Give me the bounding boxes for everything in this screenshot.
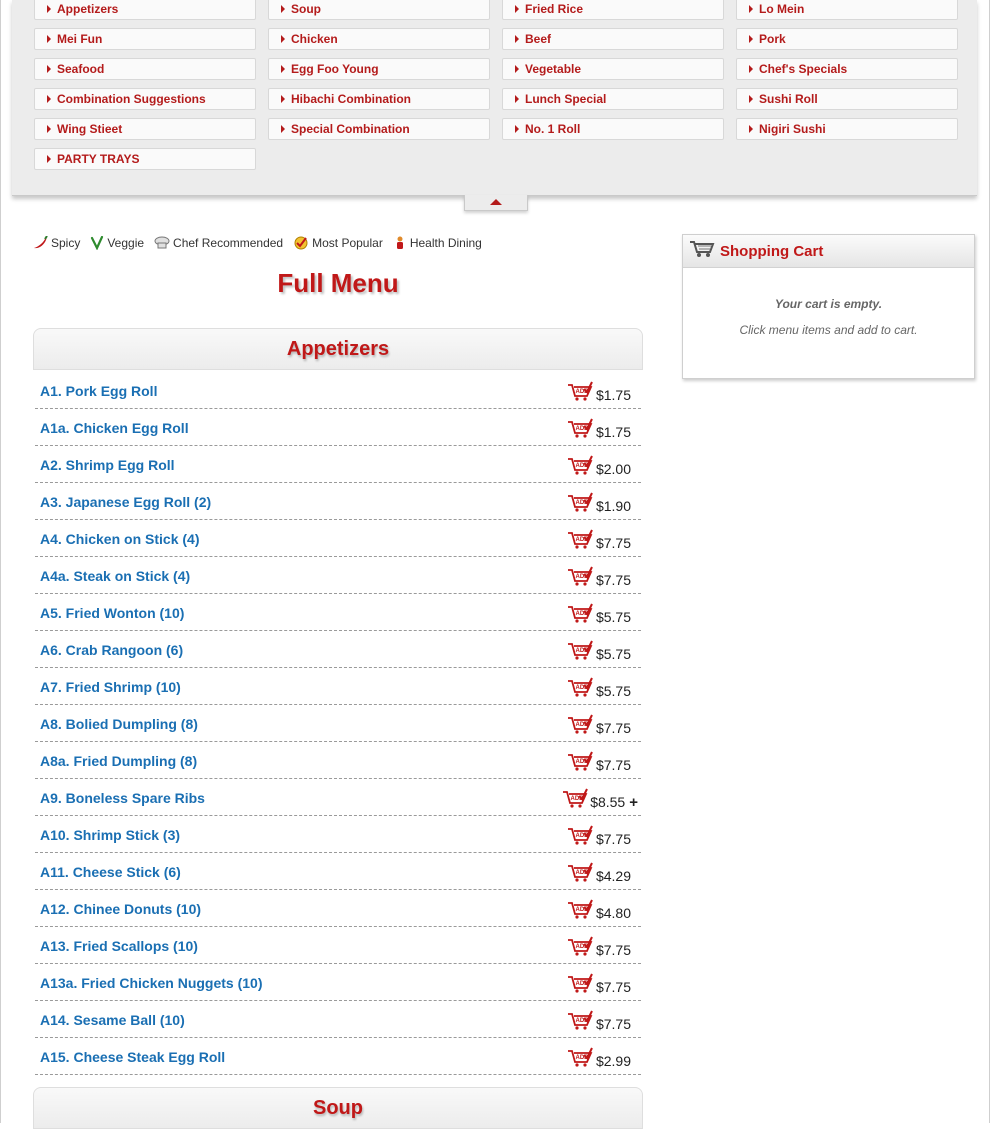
shopping-cart [682,234,975,379]
category-label: Lunch Special [525,92,607,106]
caret-right-icon [47,5,51,13]
svg-text:ADD: ADD [575,833,589,839]
add-to-cart-icon[interactable] [567,936,593,961]
svg-text:ADD: ADD [575,981,589,987]
menu-item-name[interactable]: A10. Shrimp Stick (3) [40,827,181,843]
shopping-cart-icon [689,240,715,263]
svg-text:ADD: ADD [570,796,584,802]
svg-text:ADD: ADD [575,389,589,395]
menu-item-row[interactable] [35,927,641,964]
price-value: $7.75 [595,535,631,551]
menu-item-row[interactable] [35,779,641,816]
price-value: $2.99 [595,1053,631,1069]
caret-right-icon [281,35,285,43]
svg-text:ADD: ADD [575,722,589,728]
cart-title: Shopping Cart [720,242,824,260]
menu-item-name[interactable]: A3. Japanese Egg Roll (2) [40,494,212,510]
category-label: PARTY TRAYS [57,152,140,166]
price-value: $5.75 [595,683,631,699]
menu-item-price [590,794,638,811]
menu-item-name[interactable]: A1a. Chicken Egg Roll [40,420,189,436]
category-link[interactable] [268,118,490,140]
category-link[interactable] [736,0,958,20]
caret-right-icon [47,125,51,133]
price-value: $7.75 [595,757,631,773]
menu-item-name[interactable]: A4. Chicken on Stick (4) [40,531,200,547]
caret-right-icon [281,5,285,13]
caret-right-icon [47,155,51,163]
category-label: Wing Stieet [57,122,123,136]
caret-right-icon [281,95,285,103]
category-label: Nigiri Sushi [759,122,826,136]
add-to-cart-icon[interactable] [567,529,593,554]
veggie-leaf-icon [90,236,104,250]
caret-right-icon [749,95,753,103]
menu-item-row[interactable] [35,668,641,705]
svg-text:ADD: ADD [575,944,589,950]
price-value: $7.75 [595,942,631,958]
category-label: Beef [525,32,552,46]
menu-item-row[interactable] [35,594,641,631]
category-label: Appetizers [57,2,119,16]
category-label: Special Combination [291,122,410,136]
menu-item-price [596,1016,631,1032]
menu-item-name[interactable]: A4a. Steak on Stick (4) [40,568,191,584]
price-value: $4.80 [595,905,631,921]
menu-item-row[interactable] [35,1001,641,1038]
menu-item-price [596,1053,631,1069]
chevron-up-icon [490,199,502,205]
legend-spicy [32,236,80,250]
menu-item-name[interactable]: A7. Fried Shrimp (10) [40,679,181,695]
legend-veggie [90,236,144,250]
category-label: Soup [291,2,321,16]
add-to-cart-icon[interactable] [567,714,593,739]
menu-item-row[interactable] [35,372,641,409]
caret-right-icon [515,65,519,73]
add-to-cart-icon[interactable] [567,1010,593,1035]
category-label: No. 1 Roll [525,122,581,136]
category-nav [12,0,977,196]
add-to-cart-icon[interactable] [567,640,593,665]
add-to-cart-icon[interactable] [567,973,593,998]
menu-item-name[interactable]: A5. Fried Wonton (10) [40,605,185,621]
price-value: $1.90 [595,498,631,514]
category-label: Combination Suggestions [57,92,206,106]
menu-item-name[interactable]: A9. Boneless Spare Ribs [40,790,205,806]
menu-item-price [596,979,631,995]
category-link[interactable] [736,88,958,110]
price-value: $7.75 [595,720,631,736]
add-to-cart-icon[interactable] [567,825,593,850]
menu-item-price [596,387,631,403]
caret-right-icon [749,65,753,73]
legend-health-label: Health Dining [409,236,482,250]
svg-text:ADD: ADD [575,648,589,654]
category-link[interactable] [502,0,724,20]
add-to-cart-icon[interactable] [562,788,588,813]
caret-right-icon [515,35,519,43]
add-to-cart-icon[interactable] [567,899,593,924]
menu-item-name[interactable]: A6. Crab Rangoon (6) [40,642,184,658]
cart-hint-text: Click menu items and add to cart. [739,323,918,337]
caret-right-icon [515,95,519,103]
price-value: $5.75 [595,609,631,625]
price-value: $7.75 [595,1016,631,1032]
menu-item-price [596,683,631,699]
menu-item-row[interactable] [35,742,641,779]
price-value: $1.75 [595,424,631,440]
category-label: Seafood [57,62,105,76]
category-label: Sushi Roll [759,92,818,106]
menu-item-name[interactable]: A2. Shrimp Egg Roll [40,457,175,473]
category-link[interactable] [34,0,256,20]
add-to-cart-icon[interactable] [567,418,593,443]
category-link[interactable] [268,0,490,20]
category-label: Egg Foo Young [291,62,379,76]
svg-text:ADD: ADD [575,574,589,580]
category-label: Hibachi Combination [291,92,411,106]
category-label: Lo Mein [759,2,805,16]
add-to-cart-icon[interactable] [567,1047,593,1072]
caret-right-icon [515,125,519,133]
page-frame-left [0,0,1,1123]
svg-text:ADD: ADD [575,463,589,469]
menu-item-row[interactable] [35,520,641,557]
cart-empty-text: Your cart is empty. [774,297,883,311]
menu-item-row[interactable] [35,1038,641,1075]
add-to-cart-icon[interactable] [567,381,593,406]
svg-text:ADD: ADD [575,537,589,543]
svg-text:ADD: ADD [575,500,589,506]
section-header-appetizers: Appetizers [33,328,643,370]
caret-right-icon [749,125,753,133]
price-value: $1.75 [595,387,631,403]
menu-item-price [596,831,631,847]
menu-item-row[interactable] [35,557,641,594]
menu-item-price [596,498,631,514]
category-link[interactable] [268,28,490,50]
legend-chef [154,236,283,250]
category-link[interactable] [34,148,256,170]
category-link[interactable] [736,118,958,140]
menu-item-price [596,720,631,736]
menu-item-name[interactable]: A1. Pork Egg Roll [40,383,158,399]
more-options-plus[interactable]: + [629,794,638,811]
add-to-cart-icon[interactable] [567,862,593,887]
price-value: $7.75 [595,979,631,995]
legend-spicy-label: Spicy [51,236,81,250]
menu-item-price [596,868,631,884]
health-figure-icon [393,236,407,250]
category-grid [34,0,958,170]
caret-right-icon [515,5,519,13]
svg-text:ADD: ADD [575,907,589,913]
caret-right-icon [281,125,285,133]
price-value: $8.55 [590,794,626,810]
category-link[interactable] [34,88,256,110]
menu-item-name[interactable]: A13a. Fried Chicken Nuggets (10) [40,975,263,991]
category-link[interactable] [34,28,256,50]
chef-hat-icon [154,236,170,250]
caret-right-icon [47,95,51,103]
category-label: Mei Fun [57,32,103,46]
price-value: $7.75 [595,831,631,847]
menu-item-row[interactable] [35,483,641,520]
price-value: $5.75 [595,646,631,662]
category-label: Fried Rice [525,2,584,16]
category-link[interactable] [736,28,958,50]
price-value: $4.29 [595,868,631,884]
category-link[interactable] [34,58,256,80]
legend-chef-label: Chef Recommended [173,236,284,250]
category-link[interactable] [502,28,724,50]
category-link[interactable] [502,58,724,80]
category-label: Chicken [291,32,338,46]
menu-item-price [596,757,631,773]
category-link[interactable] [268,88,490,110]
category-link[interactable] [502,88,724,110]
legend-popular-label: Most Popular [312,236,383,250]
popular-check-icon [293,236,309,250]
category-label: Chef's Specials [759,62,848,76]
menu-item-row[interactable] [35,631,641,668]
price-value: $2.00 [595,461,631,477]
category-link[interactable] [502,118,724,140]
category-label: Pork [759,32,786,46]
caret-right-icon [749,5,753,13]
category-label: Vegetable [525,62,582,76]
legend-veggie-label: Veggie [107,236,145,250]
legend-popular [293,236,383,250]
menu-item-row[interactable] [35,705,641,742]
menu-item-price [596,905,631,921]
menu-item-price [596,646,631,662]
menu-item-price [596,942,631,958]
svg-text:ADD: ADD [575,870,589,876]
svg-text:ADD: ADD [575,1018,589,1024]
menu-item-row[interactable] [35,890,641,927]
section-header-soup: Soup [33,1087,643,1129]
caret-right-icon [47,65,51,73]
svg-text:ADD: ADD [575,426,589,432]
menu-item-price [596,572,631,588]
legend-health [393,236,482,250]
menu-item-name[interactable]: A13. Fried Scallops (10) [40,938,198,954]
price-value: $7.75 [595,572,631,588]
legend [32,233,492,253]
menu-item-name[interactable]: A14. Sesame Ball (10) [40,1012,185,1028]
appetizer-list [35,372,641,1075]
menu-item-price [596,609,631,625]
menu-item-price [596,424,631,440]
add-to-cart-icon[interactable] [567,566,593,591]
add-to-cart-icon[interactable] [567,455,593,480]
menu-item-row[interactable] [35,409,641,446]
chili-pepper-icon [32,236,48,250]
svg-text:ADD: ADD [575,611,589,617]
add-to-cart-icon[interactable] [567,603,593,628]
menu-item-row[interactable] [35,853,641,890]
category-link[interactable] [268,58,490,80]
add-to-cart-icon[interactable] [567,677,593,702]
svg-text:ADD: ADD [575,685,589,691]
menu-item-name[interactable]: A8. Bolied Dumpling (8) [40,716,198,732]
caret-right-icon [281,65,285,73]
category-link[interactable] [34,118,256,140]
menu-item-name[interactable]: A15. Cheese Steak Egg Roll [40,1049,226,1065]
menu-item-row[interactable] [35,964,641,1001]
menu-item-price [596,461,631,477]
menu-item-name[interactable]: A12. Chinee Donuts (10) [40,901,202,917]
menu-item-row[interactable] [35,446,641,483]
cart-header [683,235,974,268]
menu-item-name[interactable]: A11. Cheese Stick (6) [40,864,181,880]
page-title: Full Menu [277,268,399,298]
add-to-cart-icon[interactable] [567,751,593,776]
svg-text:ADD: ADD [575,759,589,765]
menu-item-name[interactable]: A8a. Fried Dumpling (8) [40,753,198,769]
svg-text:ADD: ADD [575,1055,589,1061]
menu-item-price [596,535,631,551]
add-to-cart-icon[interactable] [567,492,593,517]
caret-right-icon [749,35,753,43]
category-link[interactable] [736,58,958,80]
collapse-nav-button[interactable] [464,195,528,211]
menu-item-row[interactable] [35,816,641,853]
caret-right-icon [47,35,51,43]
